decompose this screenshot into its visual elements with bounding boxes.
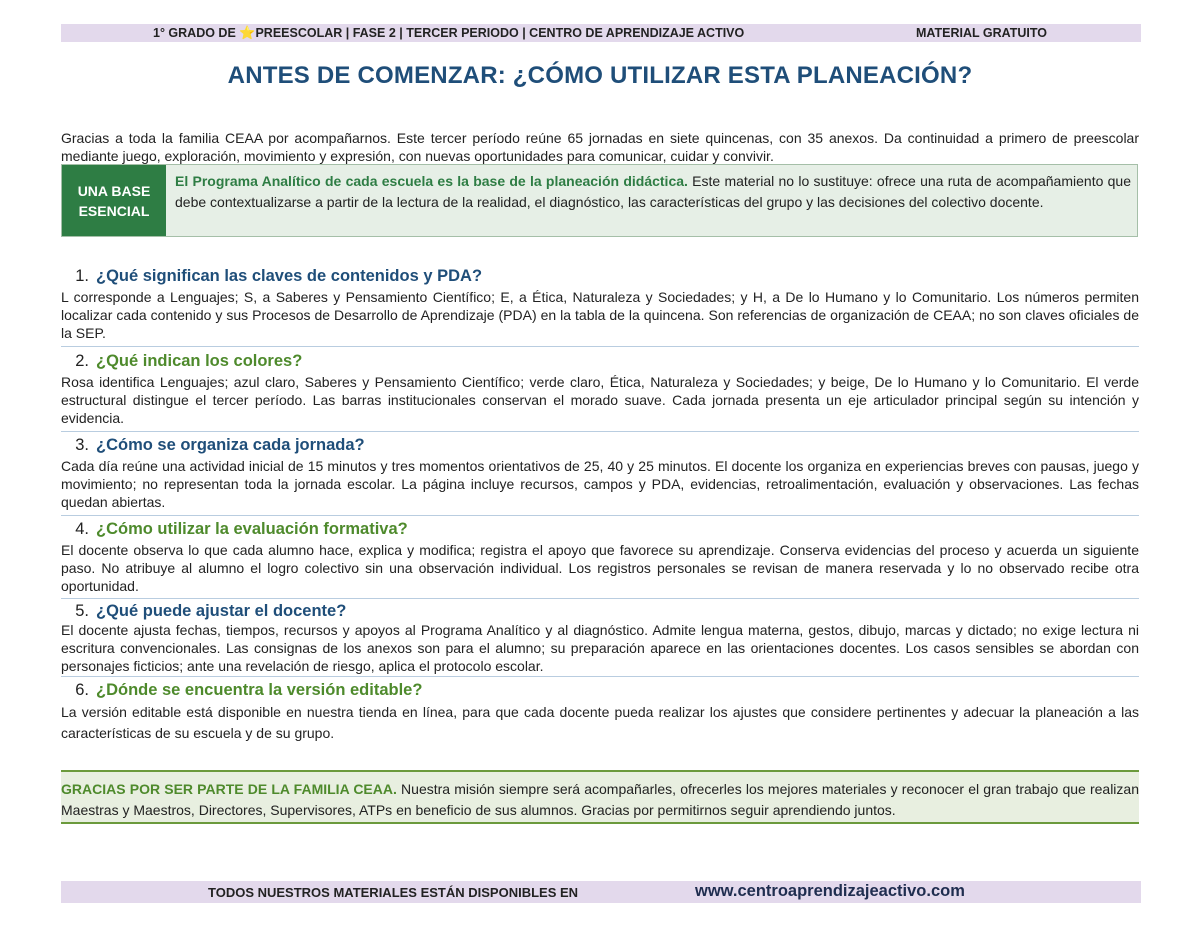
question-body: La versión editable está disponible en nuestra tienda en línea, para que cada docente pueda realizar los ajustes que considere pertinentes y adecuar la planeación a las características de su escuela y de su grupo. <box>61 704 1139 741</box>
header-info <box>153 24 744 42</box>
essential-callout <box>61 164 1138 237</box>
thanks-text <box>61 779 1139 820</box>
question-body: El docente ajusta fechas, tiempos, recursos y apoyos al Programa Analítico y al diagnóstico. Admite lengua materna, gestos, dibujo, marcas y dictado; no exige lectura ni escritura convencionales. Las consignas de los anexos son para el alumno; su preparación aparece en las orientaciones docentes. Los casos sensibles se abordan con personajes ficticios; ante una revelación de riesgo, aplica el protocolo escolar. <box>61 622 1139 674</box>
callout-tag-line1: UNA BASE <box>77 182 151 199</box>
question-number: 4. <box>75 520 89 538</box>
question-body: Cada día reúne una actividad inicial de 15 minutos y tres momentos orientativos de 25, 40 y 25 minutos. El docente los organiza en experiencias breves con pausas, juego y movimiento; no representan toda la jornada escolar. La página incluye recursos, campos y PDA, evidencias, retroalimentación, evaluación y observaciones. Las fechas quedan abiertas. <box>61 458 1139 510</box>
footer-url-link[interactable]: www.centroaprendizajeactivo.com <box>695 882 965 900</box>
section-divider <box>61 676 1139 677</box>
question-title: ¿Qué indican los colores? <box>96 352 303 370</box>
star-icon: ⭐ <box>239 25 256 40</box>
footer-bar <box>61 881 1141 903</box>
question-body: Rosa identifica Lenguajes; azul claro, Saberes y Pensamiento Científico; verde claro, Ética, Naturaleza y Sociedades; y beige, De lo Humano y lo Comunitario. El verde estructural distingue el tercer período. Las barras institucionales conservan el morado suave. Cada jornada presenta un eje articulador principal según su intención y evidencia. <box>61 374 1139 426</box>
footer-text: TODOS NUESTROS MATERIALES ESTÁN DISPONIBLES EN <box>208 885 579 900</box>
question-title: ¿Qué significan las claves de contenidos y PDA? <box>96 267 483 285</box>
question-body: L corresponde a Lenguajes; S, a Saberes y Pensamiento Científico; E, a Ética, Naturaleza y Sociedades; y H, a De lo Humano y lo Comunitario. Los números permiten localizar cada contenido y sus Procesos de Desarrollo de Aprendizaje (PDA) en la tabla de la quincena. Son referencias de organización de CEAA; no son claves oficiales de la SEP. <box>61 289 1139 341</box>
callout-tag-line2: ESENCIAL <box>78 202 150 219</box>
question-number: 5. <box>75 602 89 620</box>
section-divider <box>61 598 1139 599</box>
question-title: ¿Cómo utilizar la evaluación formativa? <box>96 520 408 538</box>
question-number: 3. <box>75 436 89 454</box>
question-3 <box>61 435 1139 511</box>
callout-text <box>175 171 1131 212</box>
question-number: 6. <box>75 681 89 699</box>
question-2 <box>61 351 1139 427</box>
header-details: PREESCOLAR | FASE 2 | TERCER PERIODO | CENTRO DE APRENDIZAJE ACTIVO <box>255 26 745 40</box>
question-number: 1. <box>75 267 89 285</box>
header-free-material: MATERIAL GRATUITO <box>915 26 1047 40</box>
question-4 <box>61 519 1139 595</box>
callout-bold: El Programa Analítico de cada escuela es la base de la planeación didáctica. <box>175 173 688 189</box>
header-bar <box>61 24 1141 42</box>
question-number: 2. <box>75 352 89 370</box>
intro-paragraph: Gracias a toda la familia CEAA por acompañarnos. Este tercer período reúne 65 jornadas en siete quincenas, con 35 anexos. Da continuidad a primero de preescolar mediante juego, exploración, movimiento y expresión, con nuevas oportunidades para comunicar, cuidar y convivir. <box>61 130 1139 164</box>
header-grade: 1° GRADO DE <box>153 26 240 40</box>
thanks-box <box>61 770 1139 824</box>
thanks-body: Nuestra misión siempre será acompañarles, ofrecerles los mejores materiales y reconocer el gran trabajo que realizan Maestras y Maestros, Directores, Supervisores, ATPs en beneficio de sus alumnos. Gracias por permitirnos seguir aprendiendo juntos. <box>61 781 1139 818</box>
section-divider <box>61 515 1139 516</box>
question-title: ¿Dónde se encuentra la versión editable? <box>96 681 423 699</box>
question-body: El docente observa lo que cada alumno hace, explica y modifica; registra el apoyo que favorece su aprendizaje. Conserva evidencias del proceso y acuerda un siguiente paso. No atribuye al alumno el logro colectivo sin una observación individual. Los registros personales se revisan de manera reservada y lo no observado recibe otra oportunidad. <box>61 542 1139 594</box>
section-divider <box>61 346 1139 347</box>
callout-tag <box>62 165 166 236</box>
question-5 <box>61 601 1139 675</box>
question-title: ¿Cómo se organiza cada jornada? <box>96 436 365 454</box>
callout-body: Este material no lo sustituye: ofrece una ruta de acompañamiento que debe contextualizarse a partir de la lectura de la realidad, el diagnóstico, las características del grupo y las decisiones del colectivo docente. <box>175 173 1131 210</box>
question-1 <box>61 266 1139 342</box>
section-divider <box>61 431 1139 432</box>
page-title: ANTES DE COMENZAR: ¿CÓMO UTILIZAR ESTA PLANEACIÓN? <box>227 62 973 89</box>
question-6 <box>61 680 1139 743</box>
thanks-bold: GRACIAS POR SER PARTE DE LA FAMILIA CEAA. <box>61 781 397 797</box>
question-title: ¿Qué puede ajustar el docente? <box>96 602 347 620</box>
